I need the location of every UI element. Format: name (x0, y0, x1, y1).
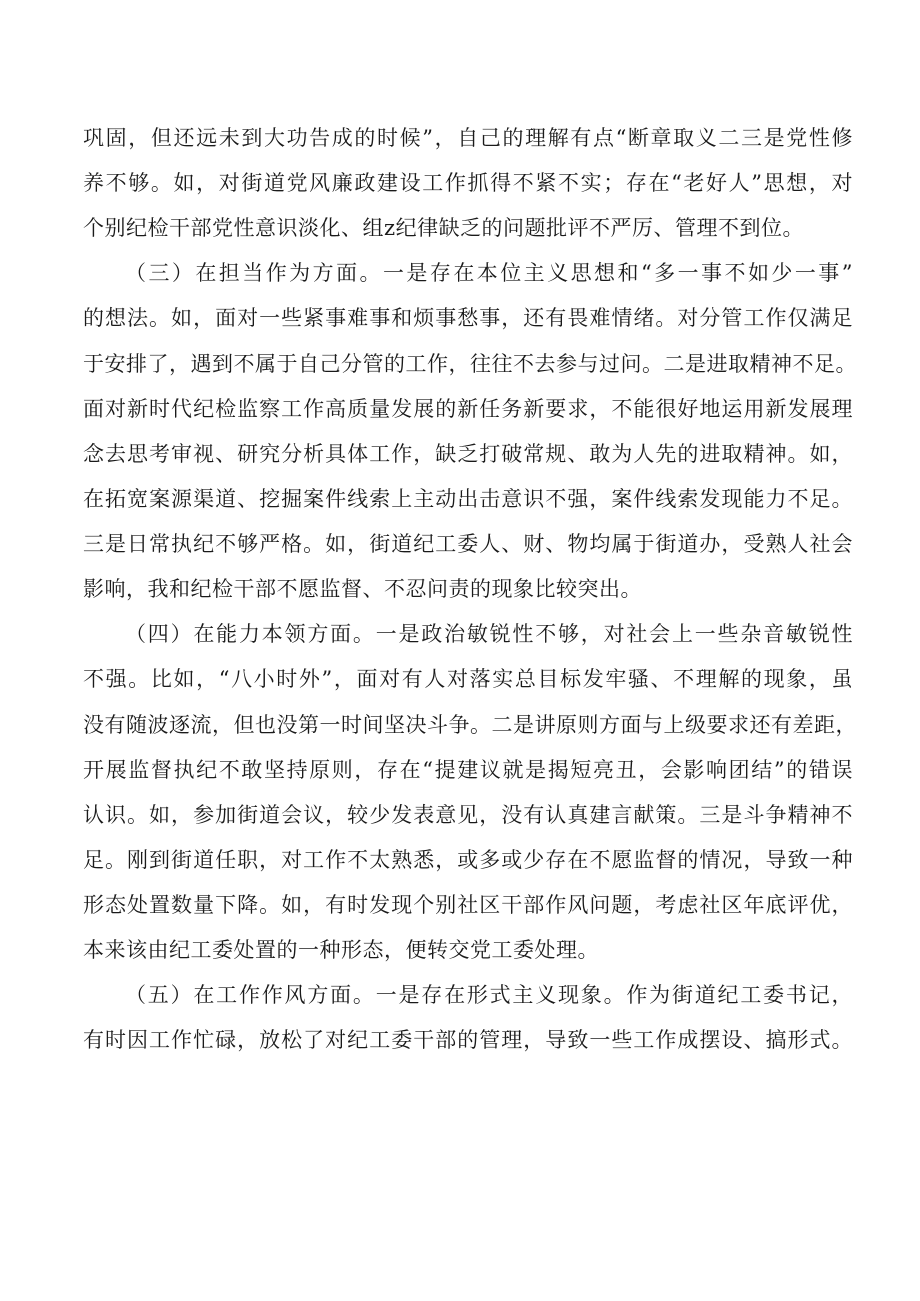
text-line: 于安排了，遇到不属于自己分管的工作，往往不去参与过问。二是进取精神不足。 (83, 352, 857, 376)
text-line: 三是日常执纪不够严格。如，街道纪工委人、财、物均属于街道办，受熟人社会 (83, 532, 853, 556)
text-line: 开展监督执纪不敢坚持原则，存在“提建议就是揭短亮丑，会影响团结”的错误 (83, 758, 853, 782)
text-line: 在拓宽案源渠道、挖掘案件线索上主动出击意识不强，案件线索发现能力不足。 (83, 487, 853, 511)
text-line: 有时因工作忙碌，放松了对纪工委干部的管理，导致一些工作成摆设、搞形式。 (83, 1028, 853, 1052)
text-line: 足。刚到街道任职，对工作不太熟悉，或多或少存在不愿监督的情况，导致一种 (83, 848, 853, 872)
section-heading-line: （四）在能力本领方面。一是政治敏锐性不够，对社会上一些杂音敏锐性 (125, 622, 853, 646)
text-line: 不强。比如，“八小时外”，面对有人对落实总目标发牢骚、不理解的现象，虽 (83, 667, 853, 691)
section-heading-line: （三）在担当作为方面。一是存在本位主义思想和“多一事不如少一事” (125, 261, 853, 285)
text-line: 个别纪检干部党性意识淡化、组z纪律缺乏的问题批评不严厉、管理不到位。 (83, 216, 805, 240)
text-line: 没有随波逐流，但也没第一时间坚决斗争。二是讲原则方面与上级要求还有差距， (83, 713, 857, 737)
text-line: 的想法。如，面对一些紧事难事和烦事愁事，还有畏难情绪。对分管工作仅满足 (83, 306, 853, 330)
text-line: 形态处置数量下降。如，有时发现个别社区干部作风问题，考虑社区年底评优， (83, 893, 853, 917)
text-line: 本来该由纪工委处置的一种形态，便转交党工委处理。 (83, 938, 599, 962)
text-line: 认识。如，参加街道会议，较少发表意见，没有认真建言献策。三是斗争精神不 (83, 803, 853, 827)
text-line: 巩固，但还远未到大功告成的时候”，自己的理解有点“断章取义二三是党性修 (83, 126, 853, 150)
text-line: 面对新时代纪检监察工作高质量发展的新任务新要求，不能很好地运用新发展理 (83, 397, 853, 421)
text-line: 养不够。如，对街道党风廉政建设工作抓得不紧不实；存在“老好人”思想，对 (83, 171, 853, 195)
text-line: 念去思考审视、研究分析具体工作，缺乏打破常规、敢为人先的进取精神。如， (83, 442, 853, 466)
text-line: 影响，我和纪检干部不愿监督、不忍问责的现象比较突出。 (83, 577, 642, 601)
section-heading-line: （五）在工作作风方面。一是存在形式主义现象。作为街道纪工委书记， (125, 983, 853, 1007)
